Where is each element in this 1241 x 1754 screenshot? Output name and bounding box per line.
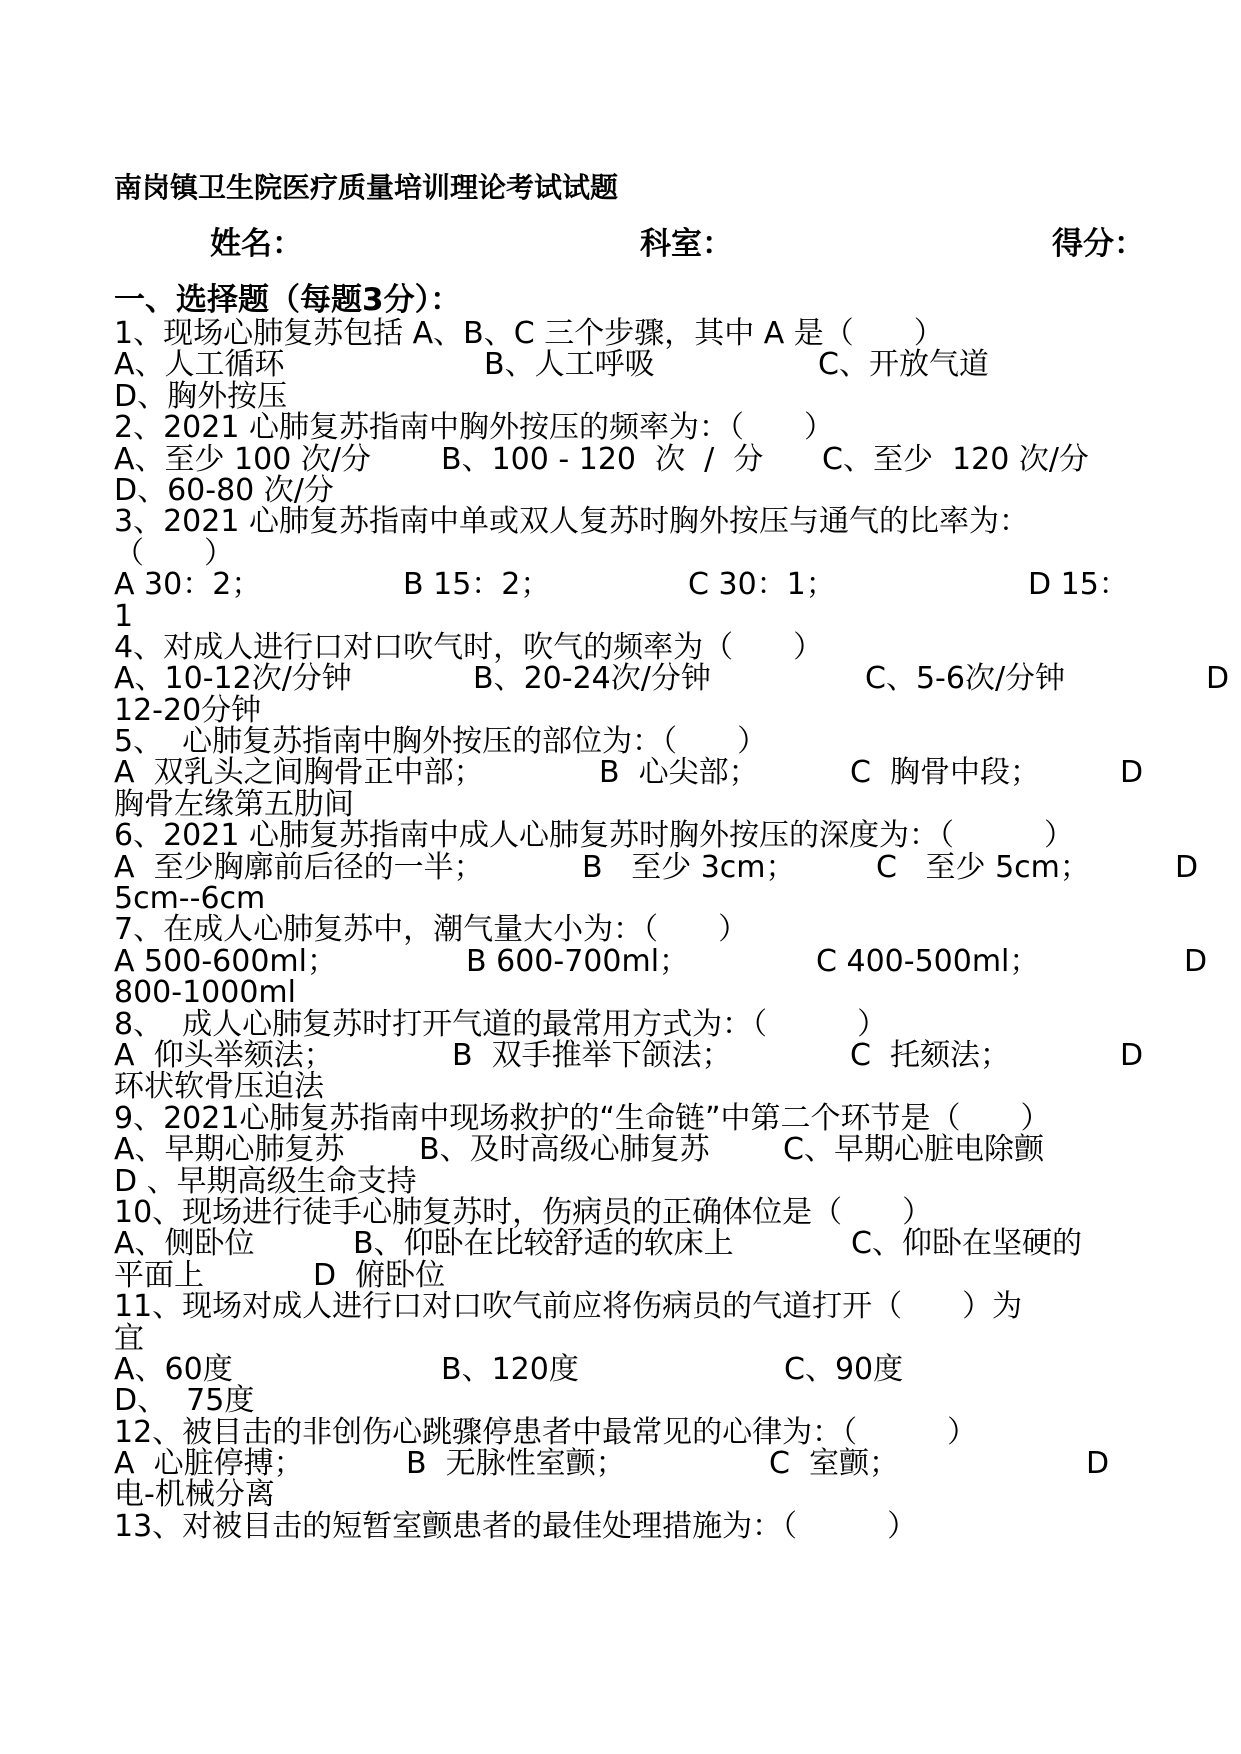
line-text: 13、对被目击的短暂室颤患者的最佳处理措施为：（ ） [114, 1508, 918, 1544]
line-text: D、胸外按压 [114, 378, 288, 414]
option-text: D [1120, 755, 1144, 791]
option-text: B 心尖部； [599, 755, 759, 791]
line-text: A 仰头举颏法； [114, 1037, 334, 1073]
text-line [114, 943, 1241, 979]
line-text: 12、被目击的非创伤心跳骤停患者中最常见的心律为：（ ） [114, 1414, 978, 1450]
line-text: A 双乳头之间胸骨正中部； [114, 755, 484, 791]
text-line [114, 692, 1241, 728]
line-text: A 500-600ml； [114, 943, 337, 979]
text-line [114, 441, 1241, 477]
question-list [114, 318, 1241, 1542]
option-text: D [1184, 943, 1208, 979]
option-text: D [1206, 661, 1230, 697]
text-line [114, 1037, 1241, 1073]
line-text: A、60度 [114, 1351, 233, 1387]
option-text: C、90度 [784, 1351, 904, 1387]
option-text: C、5-6次/分钟 [865, 661, 1066, 697]
text-line [114, 472, 1241, 508]
line-text: 11、现场对成人进行口对口吹气前应将伤病员的气道打开（ ）为 [114, 1289, 1023, 1325]
line-text: 1 [114, 598, 134, 634]
option-text: B、及时高级心肺复苏 [419, 1132, 710, 1168]
text-line [114, 1508, 1241, 1544]
line-text: 10、现场进行徒手心肺复苏时，伤病员的正确体位是（ ） [114, 1194, 933, 1230]
text-line [114, 1194, 1241, 1230]
text-line [114, 378, 1241, 414]
option-text: B、120度 [441, 1351, 579, 1387]
text-line [114, 535, 1241, 571]
option-text: D [1086, 1446, 1110, 1482]
option-text: B、100 - 120 次 / 分 [441, 441, 764, 477]
option-text: D 俯卧位 [313, 1257, 446, 1293]
line-text: A、侧卧位 [114, 1226, 255, 1262]
option-text: C、至少 120 次/分 [822, 441, 1089, 477]
option-text: C 30：1； [688, 567, 836, 603]
option-text: B、20-24次/分钟 [473, 661, 711, 697]
score-label: 得分： [1052, 226, 1145, 262]
section-heading: 一、选择题（每题3分）： [114, 282, 462, 318]
text-line [114, 1226, 1241, 1262]
option-text: C、开放气道 [818, 347, 989, 383]
text-line [114, 504, 1241, 540]
text-line [114, 1163, 1241, 1199]
line-text: 7、在成人心肺复苏中，潮气量大小为：（ ） [114, 912, 749, 948]
option-text: B 至少 3cm； [582, 849, 796, 885]
option-text: B 无脉性室颤； [406, 1446, 626, 1482]
text-line [114, 1477, 1241, 1513]
text-line [114, 1351, 1241, 1387]
line-text: 环状软骨压迫法 [114, 1069, 324, 1105]
text-line [114, 1383, 1241, 1419]
line-text: 1、现场心肺复苏包括 A、B、C 三个步骤，其中 A 是（ ） [114, 316, 944, 351]
line-text: A 30：2； [114, 567, 262, 603]
line-text: （ ） [114, 535, 234, 571]
line-text: 电-机械分离 [114, 1477, 275, 1513]
line-text: A、10-12次/分钟 [114, 661, 352, 697]
text-line [114, 1289, 1241, 1325]
department-label: 科室： [640, 226, 733, 262]
text-line [114, 912, 1241, 948]
line-text: 9、2021心肺复苏指南中现场救护的“生命链”中第二个环节是（ ） [114, 1100, 1051, 1136]
line-text: 3、2021 心肺复苏指南中单或双人复苏时胸外按压与通气的比率为： [114, 504, 1029, 540]
option-text: C 室颤； [769, 1446, 900, 1482]
line-text: A 至少胸廓前后径的一半； [114, 849, 484, 885]
option-text: B 600-700ml； [466, 943, 690, 979]
line-text: 2、2021 心肺复苏指南中胸外按压的频率为：（ ） [114, 410, 834, 446]
line-text: 800-1000ml [114, 975, 296, 1011]
text-line [114, 1257, 1241, 1293]
text-line [114, 755, 1241, 791]
line-text: 5cm--6cm [114, 881, 266, 917]
line-text: D 、早期高级生命支持 [114, 1163, 417, 1199]
option-text: D [1120, 1037, 1144, 1073]
text-line [114, 661, 1241, 697]
line-text: 5、 心肺复苏指南中胸外按压的部位为：（ ） [114, 724, 768, 760]
line-text: 12-20分钟 [114, 692, 262, 728]
text-line [114, 347, 1241, 383]
option-text: B 双手推举下颌法； [452, 1037, 732, 1073]
line-text: 平面上 [114, 1257, 204, 1293]
option-text: D [1175, 849, 1199, 885]
option-text: C、仰卧在坚硬的 [851, 1226, 1082, 1262]
text-line [114, 849, 1241, 885]
text-line [114, 1414, 1241, 1450]
line-text: 胸骨左缘第五肋间 [114, 786, 354, 822]
option-text: B、仰卧在比较舒适的软床上 [353, 1226, 734, 1262]
text-line [114, 818, 1241, 854]
line-text: 宜 [114, 1320, 144, 1356]
line-text: A、至少 100 次/分 [114, 441, 371, 477]
text-line [114, 975, 1241, 1011]
text-line [114, 881, 1241, 917]
text-line [114, 1100, 1241, 1136]
name-label: 姓名： [210, 226, 303, 262]
line-text: 8、 成人心肺复苏时打开气道的最常用方式为：（ ） [114, 1006, 888, 1042]
text-line [114, 598, 1241, 634]
line-text: A、人工循环 [114, 347, 285, 383]
line-text: 4、对成人进行口对口吹气时，吹气的频率为（ ） [114, 629, 824, 665]
option-text: C、早期心脏电除颤 [783, 1132, 1044, 1168]
text-line [114, 1132, 1241, 1168]
text-line [114, 567, 1241, 603]
line-text: A、早期心肺复苏 [114, 1132, 345, 1168]
exam-title: 南岗镇卫生院医疗质量培训理论考试试题 [114, 171, 619, 204]
line-text: D、 75度 [114, 1383, 255, 1419]
line-text: A 心脏停搏； [114, 1446, 304, 1482]
text-line [114, 1446, 1241, 1482]
option-text: B 15：2； [403, 567, 551, 603]
text-line [114, 724, 1241, 760]
option-text: C 胸骨中段； [850, 755, 1041, 791]
text-line [114, 786, 1241, 822]
option-text: C 400-500ml； [816, 943, 1040, 979]
option-text: B、人工呼吸 [484, 347, 655, 383]
option-text: C 托颏法； [850, 1037, 1011, 1073]
line-text: D、60-80 次/分 [114, 472, 334, 508]
line-text: 6、2021 心肺复苏指南中成人心肺复苏时胸外按压的深度为：（ ） [114, 818, 1074, 854]
text-line [114, 629, 1241, 665]
text-line [114, 1320, 1241, 1356]
text-line [114, 1069, 1241, 1105]
option-text: C 至少 5cm； [876, 849, 1090, 885]
text-line [114, 1006, 1241, 1042]
text-line [114, 318, 1241, 349]
text-line [114, 410, 1241, 446]
option-text: D 15： [1028, 567, 1129, 603]
